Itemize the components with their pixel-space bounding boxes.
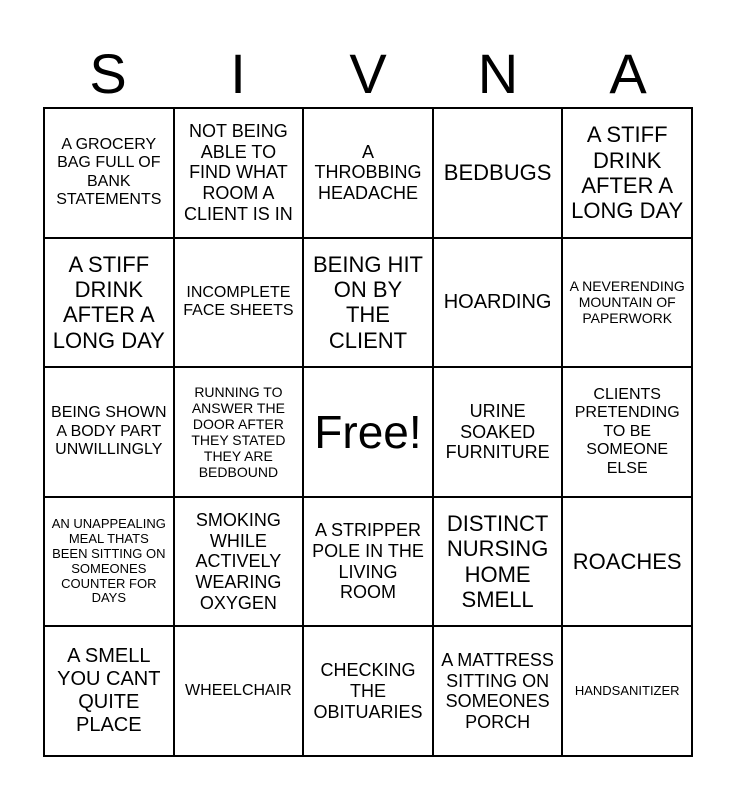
header-letter-1: S	[89, 42, 127, 105]
bingo-board	[43, 107, 693, 757]
bingo-cell[interactable]: A GROCERY BAG FULL OF BANK STATEMENTS	[44, 108, 174, 238]
bingo-cell[interactable]: HANDSANITIZER	[562, 626, 692, 756]
header-letter-3: V	[349, 42, 387, 105]
header-letter-2: I	[230, 42, 246, 105]
bingo-cell[interactable]: A SMELL YOU CANT QUITE PLACE	[44, 626, 174, 756]
bingo-cell[interactable]: A STIFF DRINK AFTER A LONG DAY	[44, 238, 174, 368]
bingo-cell[interactable]: A STRIPPER POLE IN THE LIVING ROOM	[303, 497, 433, 627]
bingo-cell[interactable]: A THROBBING HEADACHE	[303, 108, 433, 238]
bingo-header	[43, 40, 693, 108]
bingo-cell[interactable]: BEING HIT ON BY THE CLIENT	[303, 238, 433, 368]
bingo-cell[interactable]: A MATTRESS SITTING ON SOMEONES PORCH	[433, 626, 563, 756]
bingo-cell[interactable]: ROACHES	[562, 497, 692, 627]
bingo-cell[interactable]: DISTINCT NURSING HOME SMELL	[433, 497, 563, 627]
bingo-cell[interactable]: A STIFF DRINK AFTER A LONG DAY	[562, 108, 692, 238]
bingo-cell[interactable]: A NEVERENDING MOUNTAIN OF PAPERWORK	[562, 238, 692, 368]
bingo-cell[interactable]: SMOKING WHILE ACTIVELY WEARING OXYGEN	[174, 497, 304, 627]
header-letter-5: A	[609, 42, 647, 105]
bingo-cell[interactable]: BEING SHOWN A BODY PART UNWILLINGLY	[44, 367, 174, 497]
bingo-cell[interactable]: BEDBUGS	[433, 108, 563, 238]
bingo-cell[interactable]: HOARDING	[433, 238, 563, 368]
bingo-cell[interactable]: CHECKING THE OBITUARIES	[303, 626, 433, 756]
header-letter-4: N	[477, 42, 519, 105]
bingo-cell[interactable]: CLIENTS PRETENDING TO BE SOMEONE ELSE	[562, 367, 692, 497]
bingo-cell[interactable]: URINE SOAKED FURNITURE	[433, 367, 563, 497]
bingo-cell[interactable]: AN UNAPPEALING MEAL THATS BEEN SITTING ON SOMEONES COUNTER FOR DAYS	[44, 497, 174, 627]
bingo-cell[interactable]: INCOMPLETE FACE SHEETS	[174, 238, 304, 368]
free-space[interactable]: Free!	[303, 367, 433, 497]
bingo-cell[interactable]: NOT BEING ABLE TO FIND WHAT ROOM A CLIENT IS IN	[174, 108, 304, 238]
bingo-cell[interactable]: RUNNING TO ANSWER THE DOOR AFTER THEY STATED THEY ARE BEDBOUND	[174, 367, 304, 497]
bingo-cell[interactable]: WHEELCHAIR	[174, 626, 304, 756]
